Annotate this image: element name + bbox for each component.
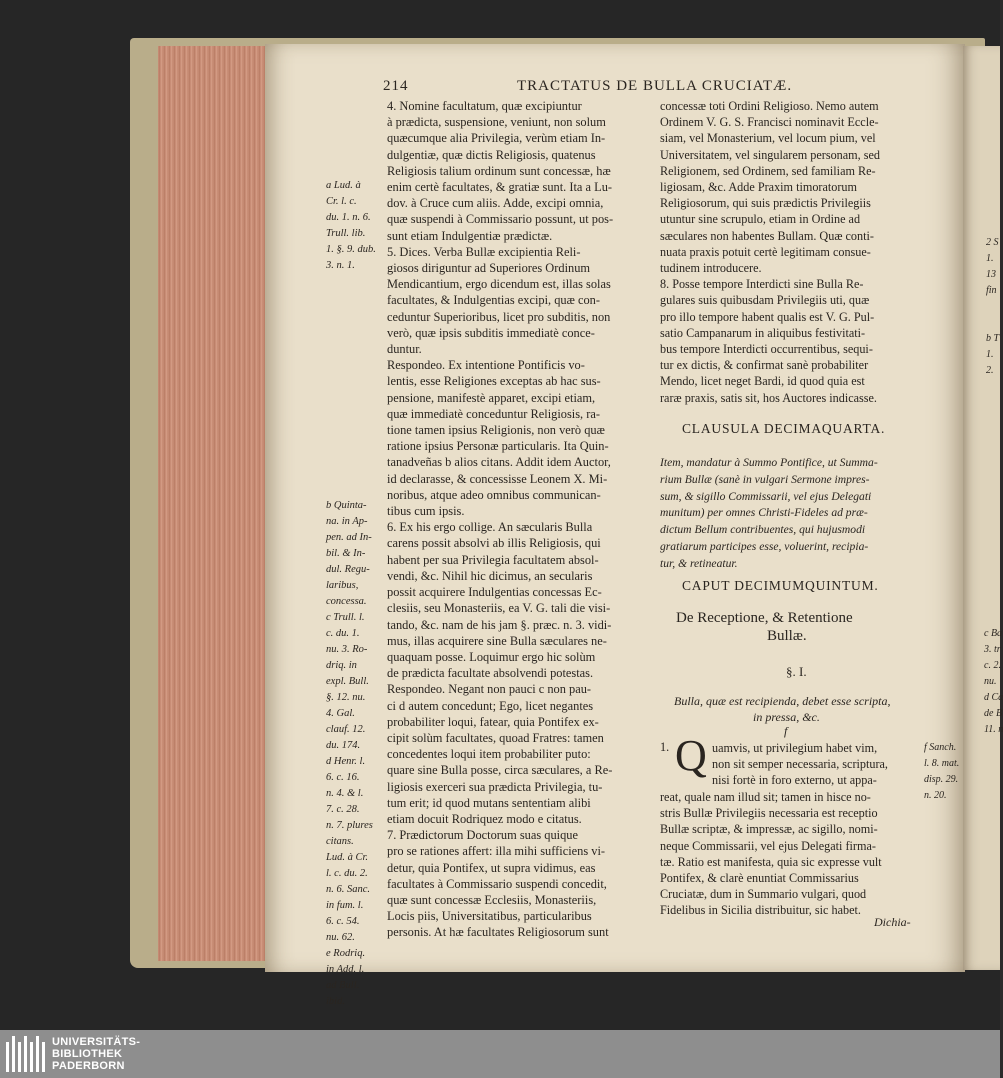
text-line: 7. Prædictorum Doctorum suas quique [387, 828, 579, 843]
margin-note: bil. & In- [326, 548, 366, 559]
right-column-text [660, 98, 928, 406]
margin-note: 13 [986, 269, 996, 280]
section-heading: Bulla, quæ est recipienda, debet esse scripta, [674, 694, 891, 708]
margin-note [326, 386, 376, 402]
margin-note: b Quinta- [326, 500, 367, 511]
margin-note: 1. [986, 349, 994, 360]
text-line: noribus, atque adeo omnibus communican- [387, 487, 601, 502]
margin-note: b T [986, 333, 1000, 344]
text-line: dulgentiæ, quæ dictis Religiosis, quatenus [387, 147, 596, 162]
text-line: concessæ toti Ordini Religioso. Nemo autem [660, 99, 879, 113]
text-line: dictum Bellum contribuentes, qui hujusmodi [660, 523, 866, 537]
text-line: habent per sua Privilegia facultatem absol- [387, 552, 599, 567]
margin-note: n. 7. plures [326, 820, 373, 831]
text-line: carens possit absolvi ab illis Religiosis, qui [387, 536, 601, 551]
text-line: clesiis, seu Monasteriis, ea V. G. tali die visi- [387, 601, 611, 616]
next-page-notes [986, 235, 999, 379]
left-marginalia [326, 178, 376, 1010]
text-line: pensione, manifestè apparet, excipi etiam, [387, 390, 596, 405]
margin-note: 4. Gal. [326, 708, 355, 719]
margin-note [326, 370, 376, 386]
text-line: satio Campanarum in aliquibus festivitati- [660, 325, 866, 340]
caput-subtitle-2: Bullæ. [767, 628, 807, 644]
margin-note: l. 8. mat. [924, 758, 960, 769]
margin-note [986, 315, 999, 331]
text-line: duntur. [387, 342, 422, 357]
margin-note: ad Bull. [326, 980, 360, 991]
margin-note: 7. c. 28. [326, 804, 360, 815]
margin-note: fin [986, 285, 997, 296]
text-line: gulares suis quibusdam Privilegiis uti, quæ [660, 293, 870, 308]
text-line: pro se rationes affert: illa mihi sufficiens vi- [387, 844, 606, 859]
margin-note: in fum. l. [326, 900, 364, 911]
text-line: sunt etiam Indulgentiæ prædictæ. [387, 228, 553, 243]
section-mark: §. I. [786, 664, 807, 679]
margin-note: ibid. [326, 996, 345, 1007]
library-footer [0, 1030, 1000, 1078]
margin-note [326, 306, 376, 322]
text-line: verò, quæ ipsis subditis immediatè conce- [387, 325, 595, 340]
text-line: tur ex dictis, & confirmat sanè probabiliter [660, 358, 869, 373]
catchword: Dichia- [874, 915, 911, 929]
margin-note [326, 322, 376, 338]
text-line: detur, quia Pontifex, ut supra vidimus, eas [387, 860, 596, 875]
text-line: Mendicantium, ergo dicendum est, illas solas [387, 277, 611, 292]
text-line: 6. Ex his ergo collige. An sæcularis Bulla [387, 520, 593, 535]
text-line: quare sine Bulla posse, circa sæculares, a Re- [387, 763, 613, 778]
margin-note: l. c. du. 2. [326, 868, 368, 879]
page-number: 214 [383, 78, 409, 94]
text-line: nisi fortè in foro externo, ut appa- [712, 773, 877, 788]
margin-note: 6. c. 16. [326, 772, 360, 783]
margin-note: expl. Bull. [326, 676, 369, 687]
text-line: Religiosis talium ordinum sunt concessæ, hæ [387, 163, 611, 178]
text-line: de prædicta facultate absolvendi potestas. [387, 666, 594, 681]
text-line: sum, & sigillo Commissarii, vel ejus Delegati [660, 489, 872, 503]
text-line: 5. Dices. Verba Bullæ excipientia Reli- [387, 244, 581, 259]
text-line: uamvis, ut privilegium habet vim, [712, 741, 878, 755]
margin-note [326, 354, 376, 370]
text-line: Locis piis, Universitatibus, particularibus [387, 909, 592, 924]
library-name-line: UNIVERSITÄTS- [52, 1036, 141, 1048]
margin-note: clauf. 12. [326, 724, 366, 735]
paragraph-first-lines [712, 740, 922, 789]
text-line: ceduntur Superioribus, licet pro subditis, non [387, 309, 611, 324]
margin-note [326, 482, 376, 498]
text-line: ratione ipsius Personæ particularis. Ita Quin- [387, 439, 609, 454]
text-line: neque Commissarii, vel ejus Delegati firma- [660, 838, 876, 853]
text-line: 4. Nomine facultatum, quæ excipiuntur [387, 99, 582, 113]
caput-subtitle: De Receptione, & Retentione [676, 610, 853, 626]
text-line: munitum) per omnes Christi-Fideles ad præ- [660, 506, 868, 520]
margin-note: 2. [986, 365, 994, 376]
margin-note: 11. n [984, 724, 1003, 735]
text-line: tibus cum ipsis. [387, 504, 465, 519]
text-line: Pontifex, & clarè enuntiat Commissarius [660, 871, 859, 886]
text-line: quæcumque alia Privilegia, verùm etiam In- [387, 131, 606, 146]
margin-note: 1. [986, 253, 994, 264]
text-line: utuntur sine scrupulo, etiam in Ordine ad [660, 212, 861, 227]
margin-note: c Ba [984, 628, 1003, 639]
text-line: id declarasse, & concessisse Leonem X. Mi- [387, 471, 608, 486]
margin-note: 6. c. 54. [326, 916, 360, 927]
margin-note: 3. n. 1. [326, 260, 355, 271]
text-line: Respondeo. Ex intentione Pontificis vo- [387, 358, 585, 373]
margin-note [326, 450, 376, 466]
margin-note: d Ca [984, 692, 1003, 703]
text-line: Fidelibus in Sicilia distribuitur, sic habet. [660, 903, 861, 918]
margin-note: nu. [984, 676, 997, 687]
text-line: ligiosam, &c. Adde Praxim timoratorum [660, 180, 858, 195]
text-line: rium Bullæ (sanè in vulgari Sermone impres- [660, 472, 870, 486]
library-name-line: PADERBORN [52, 1060, 125, 1072]
library-logo-icon [6, 1036, 46, 1072]
margin-note: concessa. [326, 596, 367, 607]
library-name-line: BIBLIOTHEK [52, 1048, 123, 1060]
margin-note [986, 299, 999, 315]
margin-note: d Henr. l. [326, 756, 366, 767]
margin-note: a Lud. à [326, 180, 361, 191]
margin-note: du. 174. [326, 740, 361, 751]
next-page-edge [963, 46, 1000, 970]
text-line: reat, quale nam illud sit; tamen in hisce no- [660, 790, 871, 804]
caput-title: CAPUT DECIMUMQUINTUM. [682, 578, 879, 593]
text-line: non sit semper necessaria, scriptura, [712, 757, 888, 772]
margin-note: driq. in [326, 660, 357, 671]
margin-note: c Trull. l. [326, 612, 365, 623]
left-column-text [387, 98, 647, 941]
text-line: 8. Posse tempore Interdicti sine Bulla Re- [660, 277, 864, 292]
paragraph-text [660, 789, 928, 919]
text-line: tæ. Ratio est manifesta, quia sic expresse vult [660, 854, 882, 869]
text-line: concedentes loqui item probabiliter puto: [387, 747, 591, 762]
margin-note [326, 466, 376, 482]
text-line: tum erit; id quod mutans sententiam alibi [387, 795, 591, 810]
margin-note: c. 2. [984, 660, 1001, 671]
margin-note: Cr. l. c. [326, 196, 357, 207]
margin-note: disp. 29. [924, 774, 959, 785]
margin-note: n. 20. [924, 790, 947, 801]
next-page-notes-lower [984, 626, 1003, 738]
margin-note: c. du. 1. [326, 628, 360, 639]
text-line: cipit solùm facultates, quoad Fratres: tamen [387, 730, 604, 745]
margin-note: e Rodriq. [326, 948, 366, 959]
footnote-mark: f [784, 724, 788, 738]
text-line: stris Bullæ Privilegiis necessaria est receptio [660, 806, 878, 821]
page-edges [158, 46, 268, 961]
text-line: quæ immediatè conceduntur Religiosis, ra- [387, 406, 601, 421]
margin-note: de B [984, 708, 1003, 719]
margin-note: Trull. lib. [326, 228, 366, 239]
margin-note: citans. [326, 836, 354, 847]
text-line: etiam docuit Rodriquez modo e citatus. [387, 811, 582, 826]
right-marginalia [924, 740, 959, 804]
margin-note [326, 434, 376, 450]
margin-note: 3. tr [984, 644, 1001, 655]
text-line: nuata praxis potuit certè legitimam consue- [660, 244, 871, 259]
text-line: Item, mandatur à Summo Pontifice, ut Summa- [660, 456, 878, 469]
text-line: Bullæ scriptæ, & impressæ, ac sigillo, nomi- [660, 822, 878, 837]
text-line: siam, vel Monasterium, vel locum pium, vel [660, 131, 876, 146]
margin-note: f Sanch. [924, 742, 957, 753]
text-line: giosos diriguntur ad Superiores Ordinum [387, 261, 591, 276]
text-line: personis. At hæ facultates Religiosorum sunt [387, 925, 609, 940]
margin-note [326, 418, 376, 434]
text-line: tudinem introducere. [660, 261, 762, 276]
text-line: tanadveñas b alios citans. Addit idem Auctor, [387, 455, 611, 470]
paragraph-number: 1. [660, 740, 670, 754]
margin-note: dul. Regu- [326, 564, 370, 575]
text-line: Ordinem V. G. S. Francisci nominavit Eccle- [660, 115, 879, 130]
text-line: enim certè facultates, & gratiæ sunt. Ita a Lu- [387, 180, 613, 195]
text-line: raræ praxis, satis sit, hos Auctores indicasse. [660, 390, 877, 405]
margin-note: in Add. l. [326, 964, 365, 975]
margin-note [326, 338, 376, 354]
text-line: ligiosis exerceri sua prædicta Privilegia, tu- [387, 779, 603, 794]
text-line: possit acquirere Indulgentias concessas Ec- [387, 585, 602, 600]
text-line: Religionem, sed Ordinem, sed familiam Re- [660, 163, 876, 178]
margin-note [326, 274, 376, 290]
text-line: Universitatem, vel singularem personam, sed [660, 147, 880, 162]
text-line: facultates, & Indulgentias excipi, quæ con- [387, 293, 600, 308]
margin-note [326, 402, 376, 418]
text-line: mus, illas acquirere sine Bulla sæculares ne- [387, 633, 607, 648]
text-line: tione tamen ipsius Religionis, non verò quæ [387, 423, 605, 438]
clausula-title: CLAUSULA DECIMAQUARTA. [682, 421, 886, 436]
text-line: facultates à Commissario suspendi concedit, [387, 876, 607, 891]
text-line: bus tempore Interdicti occurrentibus, sequi- [660, 342, 873, 357]
text-line: vendi, &c. Nihil hic dicimus, an secularis [387, 568, 593, 583]
margin-note: pen. ad In- [326, 532, 372, 543]
text-line: sæculares non habentes Bullam. Quæ conti- [660, 228, 874, 243]
text-line: Cruciatæ, dum in Summario vulgari, quod [660, 887, 867, 902]
text-line: quaquam posse. Loquimur ergo hic solùm [387, 649, 596, 664]
margin-note: 2 S [986, 237, 999, 248]
margin-note: laribus, [326, 580, 359, 591]
text-line: à prædicta, suspensione, veniunt, non solum [387, 115, 606, 130]
text-line: lentis, esse Religiones exceptas ab hac sus- [387, 374, 601, 389]
margin-note: du. 1. n. 6. [326, 212, 371, 223]
text-line: ci d autem concedunt; Ego, licet negantes [387, 698, 594, 713]
text-line: quæ suspendi à Commissario possunt, ut pos- [387, 212, 614, 227]
library-name [52, 1036, 140, 1072]
running-title: TRACTATUS DE BULLA CRUCIATÆ. [517, 78, 793, 94]
margin-note: na. in Ap- [326, 516, 368, 527]
margin-note: nu. 62. [326, 932, 355, 943]
margin-note: §. 12. nu. [326, 692, 366, 703]
text-line: quæ sunt concessæ Ecclesiis, Monasteriis, [387, 892, 597, 907]
text-line: tur, & retineatur. [660, 556, 738, 570]
text-line: tando, &c. nam de his jam §. præc. n. 3. vidi- [387, 617, 612, 632]
text-line: dov. à Cruce cum aliis. Adde, excipi omnia, [387, 196, 604, 211]
text-line: Religiosorum, qui suis prædictis Privilegiis [660, 196, 871, 211]
margin-note: n. 6. Sanc. [326, 884, 371, 895]
text-line: probabiliter loqui, fatear, quia Pontifex ex- [387, 714, 599, 729]
margin-note: Lud. à Cr. [326, 852, 369, 863]
margin-note: 1. §. 9. dub. [326, 244, 376, 255]
drop-cap: Q [675, 731, 707, 780]
section-heading-2: in pressa, &c. [753, 710, 820, 724]
clausula-text [660, 455, 928, 573]
margin-note [326, 290, 376, 306]
text-line: Mendo, licet neget Bardi, id quod quia est [660, 374, 865, 389]
text-line: gratiarum participes esse, voluerint, recipia- [660, 539, 869, 553]
margin-note: nu. 3. Ro- [326, 644, 368, 655]
text-line: Respondeo. Negant non pauci c non pau- [387, 682, 592, 697]
text-line: pro illo tempore habent qualis est V. G. Pul- [660, 309, 875, 324]
margin-note: n. 4. & l. [326, 788, 364, 799]
